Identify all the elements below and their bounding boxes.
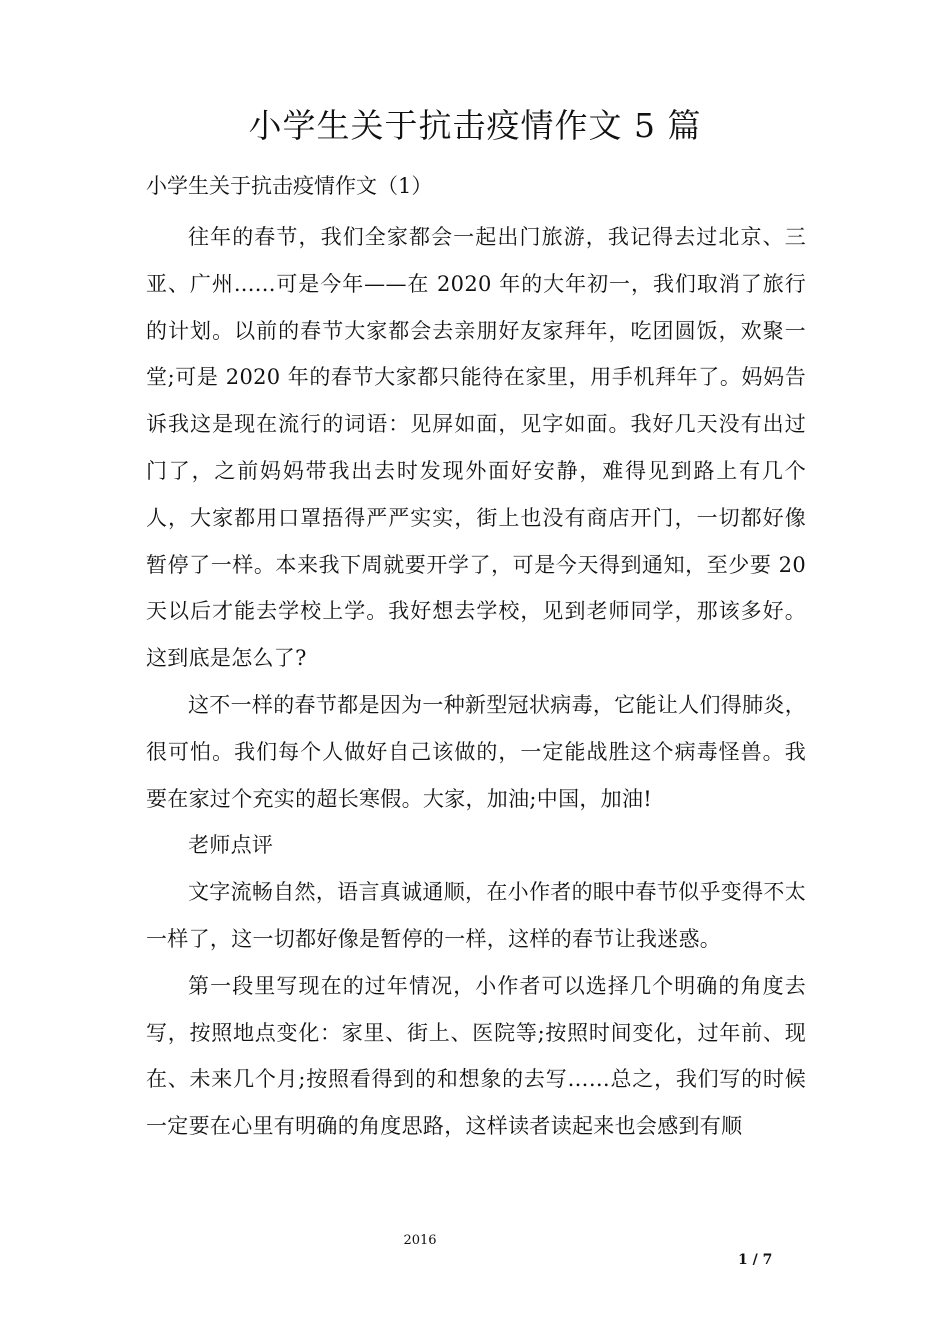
paragraph: 文字流畅自然，语言真诚通顺，在小作者的眼中春节似乎变得不太一样了，这一切都好像是暂停的一样，这样的春节让我迷惑。 bbox=[146, 880, 806, 951]
page-number: 1 / 7 bbox=[738, 1252, 773, 1268]
paragraph: 往年的春节，我们全家都会一起出门旅游，我记得去过北京、三亚、广州......可是今年——在 2020 年的大年初一，我们取消了旅行的计划。以前的春节大家都会去亲朋好友家拜年，吃团圆饭，欢聚一堂;可是 2020 年的春节大家都只能待在家里，用手机拜年了。妈妈告诉我这是现在流行的词语：见屏如面，见字如面。我好几天没有出过门了，之前妈妈带我出去时发现外面好安静，难得见到路上有几个人，大家都用口罩捂得严严实实，街上也没有商店开门，一切都好像暂停了一样。本来我下周就要开学了，可是今天得到通知，至少要 20 天以后才能去学校上学。我好想去学校，见到老师同学，那该多好。这到底是怎么了? bbox=[146, 225, 806, 671]
document-body bbox=[146, 214, 806, 1150]
paragraph: 这不一样的春节都是因为一种新型冠状病毒，它能让人们得肺炎，很可怕。我们每个人做好自己该做的，一定能战胜这个病毒怪兽。我要在家过个充实的超长寒假。大家，加油;中国，加油! bbox=[146, 692, 806, 811]
document-title: 小学生关于抗击疫情作文 5 篇 bbox=[248, 106, 702, 145]
paragraph: 第一段里写现在的过年情况，小作者可以选择几个明确的角度去写，按照地点变化：家里、街上、医院等;按照时间变化，过年前、现在、未来几个月;按照看得到的和想象的去写……总之，我们写的时候一定要在心里有明确的角度思路，这样读者读起来也会感到有顺 bbox=[146, 973, 806, 1139]
teacher-comment-heading: 老师点评 bbox=[188, 833, 274, 858]
footer-note: 2016 bbox=[403, 1233, 437, 1248]
section-heading: 小学生关于抗击疫情作文（1） bbox=[146, 174, 433, 198]
